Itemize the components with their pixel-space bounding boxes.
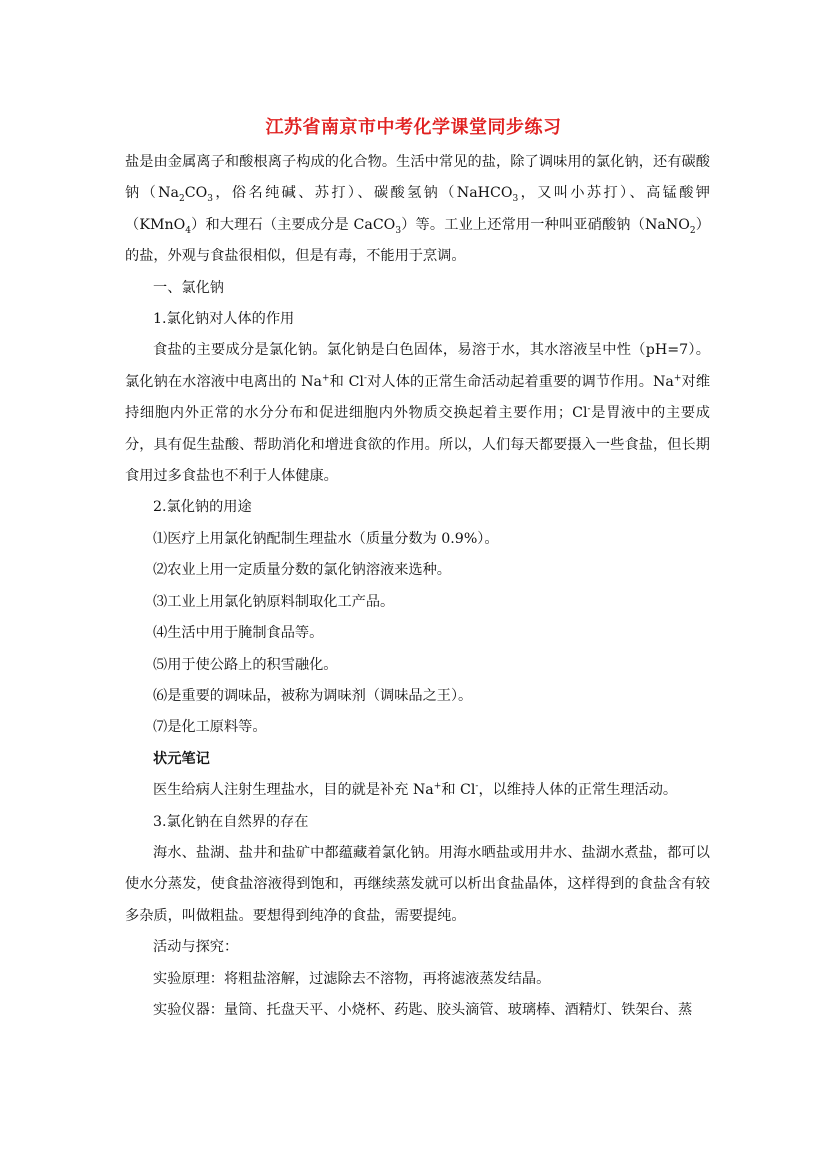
paragraph: ⑴医疗上用氯化钠配制生理盐水（质量分数为 0.9%）。 xyxy=(153,530,499,547)
paragraph: 活动与探究： xyxy=(153,939,239,956)
paragraph: ⑵农业上用一定质量分数的氯化钠溶液来选种。 xyxy=(153,562,451,579)
paragraph: ⑷生活中用于腌制食品等。 xyxy=(153,625,324,642)
paragraph: ⑶工业上用氯化钠原料制取化工产品。 xyxy=(153,593,395,610)
paragraph: 盐是由金属离子和酸根离子构成的化合物。生活中常见的盐，除了调味用的氯化钠，还有碳酸钠（$Na_2CO_3$，俗名纯碱、苏打）、碳酸氢钠（NaHCO$_3$，又叫小苏打）、高锰酸钾（KMnO$_4$）和大理石（主要成分是 CaCO$_3$）等。工业上还常用一种叫亚硝酸钠（NaNO$_2$）的盐，外观与食盐很相似，但是有毒，不能用于烹调。 xyxy=(125,154,710,265)
paragraph: 1.氯化钠对人体的作用 xyxy=(153,311,295,328)
paragraph: ⑹是重要的调味品，被称为调味剂（调味品之王）。 xyxy=(153,687,473,704)
paragraph: ⑺是化工原料等。 xyxy=(153,719,267,736)
paragraph: 3.氯化钠在自然界的存在 xyxy=(153,813,309,830)
paragraph: 实验仪器：量筒、托盘天平、小烧杯、药匙、胶头滴管、玻璃棒、酒精灯、铁架台、蒸 xyxy=(153,1001,693,1018)
paragraph: 2.氯化钠的用途 xyxy=(153,499,252,516)
document-title: 江苏省南京市中考化学课堂同步练习 xyxy=(265,117,562,138)
section-heading: 状元笔记 xyxy=(153,750,210,767)
paragraph: 一、氯化钠 xyxy=(153,279,224,296)
paragraph: ⑸用于使公路上的积雪融化。 xyxy=(153,656,338,673)
paragraph: 实验原理：将粗盐溶解，过滤除去不溶物，再将滤液蒸发结晶。 xyxy=(153,970,551,987)
paragraph: 医生给病人注射生理盐水，目的就是补充 Na+和 Cl-，以维持人体的正常生理活动。 xyxy=(153,781,678,799)
document-body xyxy=(125,147,710,1026)
paragraph: 食盐的主要成分是氯化钠。氯化钠是白色固体，易溶于水，其水溶液呈中性（pH=7）。氯化钠在水溶液中电离出的 Na+和 Cl-对人体的正常生命活动起着重要的调节作用。Na+对维持细胞内外正常的水分分布和促进细胞内外物质交换起着主要作用；Cl-是胃液中的主要成分，具有促生盐酸、帮助消化和增进食欲的作用。所以，人们每天都要摄入一些食盐，但长期食用过多食盐也不利于人体健康。 xyxy=(125,342,711,485)
paragraph: 海水、盐湖、盐井和盐矿中都蕴藏着氯化钠。用海水晒盐或用井水、盐湖水煮盐，都可以使水分蒸发，使食盐溶液得到饱和，再继续蒸发就可以析出食盐晶体，这样得到的食盐含有较多杂质，叫做粗盐。要想得到纯净的食盐，需要提纯。 xyxy=(125,844,710,924)
